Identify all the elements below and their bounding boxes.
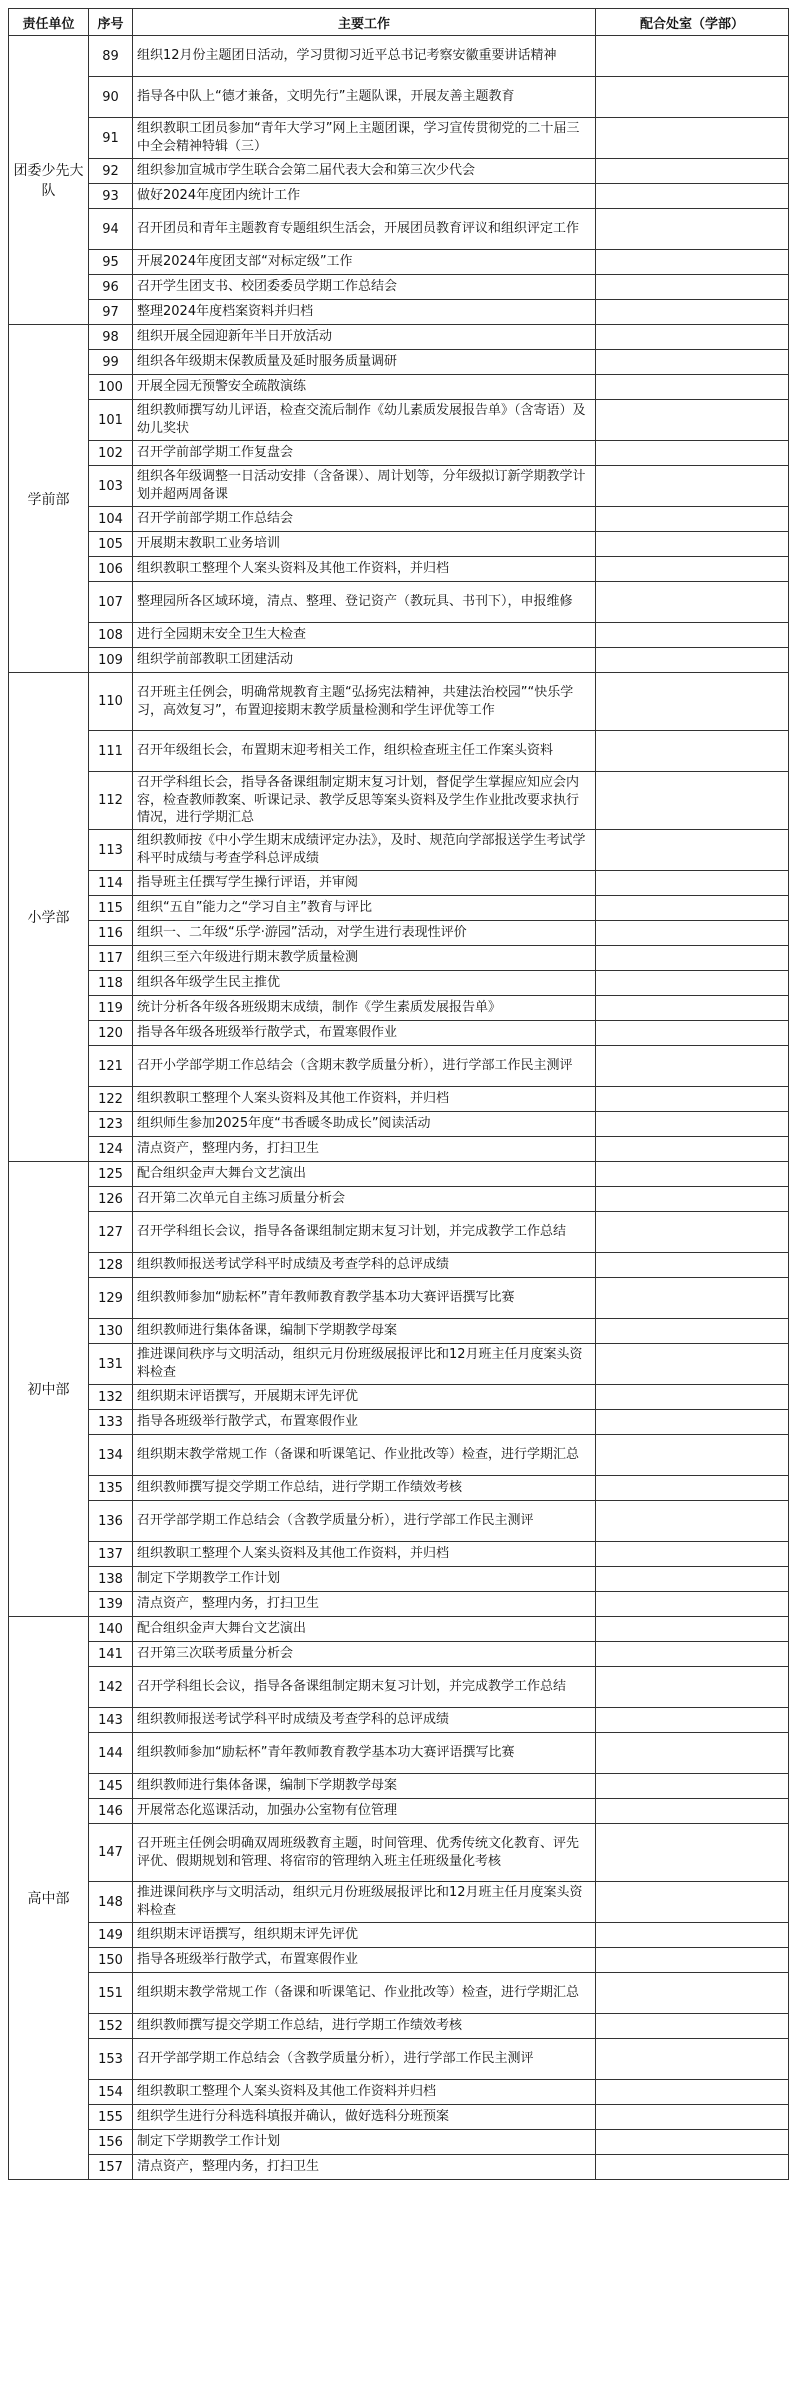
table-row: [9, 623, 789, 648]
table-row: [9, 2130, 789, 2155]
table-row: [9, 921, 789, 946]
cooperating-office-cell: [596, 1948, 789, 1973]
cooperating-office-cell: [596, 36, 789, 77]
row-number-cell: 127: [89, 1212, 133, 1253]
main-task-cell: 清点资产，整理内务，打扫卫生: [133, 1592, 596, 1617]
row-number-cell: 120: [89, 1021, 133, 1046]
table-row: [9, 1385, 789, 1410]
cooperating-office-cell: [596, 1319, 789, 1344]
table-row: [9, 1087, 789, 1112]
row-number-cell: 122: [89, 1087, 133, 1112]
main-task-cell: 开展全园无预警安全疏散演练: [133, 375, 596, 400]
work-plan-document: [8, 8, 788, 2180]
cooperating-office-cell: [596, 118, 789, 159]
row-number-cell: 143: [89, 1708, 133, 1733]
table-row: [9, 2105, 789, 2130]
row-number-cell: 124: [89, 1137, 133, 1162]
main-task-cell: 开展常态化巡课活动，加强办公室物有位管理: [133, 1799, 596, 1824]
cooperating-office-cell: [596, 1112, 789, 1137]
main-task-cell: 召开小学部学期工作总结会（含期末教学质量分析），进行学部工作民主测评: [133, 1046, 596, 1087]
row-number-cell: 145: [89, 1774, 133, 1799]
row-number-cell: 154: [89, 2080, 133, 2105]
responsible-unit-cell: 学前部: [9, 325, 89, 673]
cooperating-office-cell: [596, 1137, 789, 1162]
table-row: [9, 2039, 789, 2080]
cooperating-office-cell: [596, 1567, 789, 1592]
main-task-cell: 召开年级组长会，布置期末迎考相关工作，组织检查班主任工作案头资料: [133, 731, 596, 772]
responsible-unit-cell: 初中部: [9, 1162, 89, 1617]
table-row: [9, 1708, 789, 1733]
row-number-cell: 147: [89, 1824, 133, 1882]
row-number-cell: 137: [89, 1542, 133, 1567]
row-number-cell: 140: [89, 1617, 133, 1642]
table-row: [9, 896, 789, 921]
main-task-cell: 整理2024年度档案资料并归档: [133, 300, 596, 325]
cooperating-office-cell: [596, 1882, 789, 1923]
main-task-cell: 组织教师撰写提交学期工作总结，进行学期工作绩效考核: [133, 2014, 596, 2039]
row-number-cell: 156: [89, 2130, 133, 2155]
cooperating-office-cell: [596, 77, 789, 118]
row-number-cell: 118: [89, 971, 133, 996]
row-number-cell: 117: [89, 946, 133, 971]
row-number-cell: 149: [89, 1923, 133, 1948]
table-row: [9, 946, 789, 971]
main-task-cell: 清点资产，整理内务，打扫卫生: [133, 2155, 596, 2180]
cooperating-office-cell: [596, 1708, 789, 1733]
main-task-cell: 配合组织金声大舞台文艺演出: [133, 1162, 596, 1187]
main-task-cell: 组织学生进行分科选科填报并确认，做好选科分班预案: [133, 2105, 596, 2130]
row-number-cell: 128: [89, 1253, 133, 1278]
main-task-cell: 召开学前部学期工作总结会: [133, 507, 596, 532]
table-row: [9, 1319, 789, 1344]
row-number-cell: 93: [89, 184, 133, 209]
cooperating-office-cell: [596, 1046, 789, 1087]
cooperating-office-cell: [596, 1973, 789, 2014]
main-task-cell: 组织教职工整理个人案头资料及其他工作资料，并归档: [133, 557, 596, 582]
table-body: [9, 36, 789, 2180]
row-number-cell: 131: [89, 1344, 133, 1385]
table-row: [9, 507, 789, 532]
work-plan-table: [8, 8, 789, 2180]
cooperating-office-cell: [596, 1385, 789, 1410]
main-task-cell: 组织期末评语撰写，组织期末评先评优: [133, 1923, 596, 1948]
row-number-cell: 89: [89, 36, 133, 77]
cooperating-office-cell: [596, 772, 789, 830]
main-task-cell: 组织各年级期末保教质量及延时服务质量调研: [133, 350, 596, 375]
header-no: 序号: [89, 9, 133, 36]
row-number-cell: 141: [89, 1642, 133, 1667]
table-row: [9, 1824, 789, 1882]
cooperating-office-cell: [596, 1592, 789, 1617]
main-task-cell: 做好2024年度团内统计工作: [133, 184, 596, 209]
main-task-cell: 召开团员和青年主题教育专题组织生活会，开展团员教育评议和组织评定工作: [133, 209, 596, 250]
table-row: [9, 300, 789, 325]
row-number-cell: 104: [89, 507, 133, 532]
table-row: [9, 350, 789, 375]
table-row: [9, 772, 789, 830]
main-task-cell: 召开学科组长会议，指导各备课组制定期末复习计划，并完成教学工作总结: [133, 1667, 596, 1708]
main-task-cell: 组织教职工整理个人案头资料及其他工作资料，并归档: [133, 1087, 596, 1112]
main-task-cell: 组织教师进行集体备课，编制下学期教学母案: [133, 1774, 596, 1799]
cooperating-office-cell: [596, 971, 789, 996]
main-task-cell: 推进课间秩序与文明活动，组织元月份班级展报评比和12月班主任月度案头资料检查: [133, 1882, 596, 1923]
row-number-cell: 151: [89, 1973, 133, 2014]
cooperating-office-cell: [596, 1187, 789, 1212]
main-task-cell: 组织“五自”能力之“学习自主”教育与评比: [133, 896, 596, 921]
row-number-cell: 153: [89, 2039, 133, 2080]
table-row: [9, 2080, 789, 2105]
row-number-cell: 98: [89, 325, 133, 350]
header-task: 主要工作: [133, 9, 596, 36]
main-task-cell: 制定下学期教学工作计划: [133, 2130, 596, 2155]
row-number-cell: 105: [89, 532, 133, 557]
cooperating-office-cell: [596, 557, 789, 582]
cooperating-office-cell: [596, 1617, 789, 1642]
row-number-cell: 99: [89, 350, 133, 375]
main-task-cell: 召开学科组长会，指导各备课组制定期末复习计划，督促学生掌握应知应会内容，检查教师教案、听课记录、教学反思等案头资料及学生作业批改要求执行情况，进行学期汇总: [133, 772, 596, 830]
row-number-cell: 133: [89, 1410, 133, 1435]
table-row: [9, 1501, 789, 1542]
row-number-cell: 132: [89, 1385, 133, 1410]
main-task-cell: 召开第二次单元自主练习质量分析会: [133, 1187, 596, 1212]
row-number-cell: 106: [89, 557, 133, 582]
table-row: [9, 532, 789, 557]
table-row: [9, 1799, 789, 1824]
cooperating-office-cell: [596, 507, 789, 532]
row-number-cell: 157: [89, 2155, 133, 2180]
row-number-cell: 135: [89, 1476, 133, 1501]
cooperating-office-cell: [596, 532, 789, 557]
cooperating-office-cell: [596, 400, 789, 441]
cooperating-office-cell: [596, 1923, 789, 1948]
row-number-cell: 142: [89, 1667, 133, 1708]
cooperating-office-cell: [596, 1410, 789, 1435]
table-row: [9, 971, 789, 996]
main-task-cell: 统计分析各年级各班级期末成绩，制作《学生素质发展报告单》: [133, 996, 596, 1021]
row-number-cell: 108: [89, 623, 133, 648]
responsible-unit-cell: 团委少先大队: [9, 36, 89, 325]
row-number-cell: 144: [89, 1733, 133, 1774]
table-row: [9, 250, 789, 275]
main-task-cell: 组织各年级学生民主推优: [133, 971, 596, 996]
main-task-cell: 指导各班级举行散学式，布置寒假作业: [133, 1410, 596, 1435]
main-task-cell: 组织教师报送考试学科平时成绩及考查学科的总评成绩: [133, 1708, 596, 1733]
cooperating-office-cell: [596, 2130, 789, 2155]
main-task-cell: 召开学生团支书、校团委委员学期工作总结会: [133, 275, 596, 300]
main-task-cell: 整理园所各区域环境，清点、整理、登记资产（教玩具、书刊下），申报维修: [133, 582, 596, 623]
row-number-cell: 116: [89, 921, 133, 946]
row-number-cell: 102: [89, 441, 133, 466]
table-row: [9, 118, 789, 159]
table-row: [9, 1642, 789, 1667]
main-task-cell: 组织教师撰写幼儿评语，检查交流后制作《幼儿素质发展报告单》（含寄语）及幼儿奖状: [133, 400, 596, 441]
table-row: [9, 1112, 789, 1137]
cooperating-office-cell: [596, 275, 789, 300]
cooperating-office-cell: [596, 2039, 789, 2080]
row-number-cell: 152: [89, 2014, 133, 2039]
row-number-cell: 136: [89, 1501, 133, 1542]
table-row: [9, 209, 789, 250]
main-task-cell: 配合组织金声大舞台文艺演出: [133, 1617, 596, 1642]
header-coop: 配合处室（学部）: [596, 9, 789, 36]
cooperating-office-cell: [596, 921, 789, 946]
table-row: [9, 1187, 789, 1212]
table-row: [9, 36, 789, 77]
main-task-cell: 组织教师参加“励耘杯”青年教师教育教学基本功大赛评语撰写比赛: [133, 1278, 596, 1319]
cooperating-office-cell: [596, 250, 789, 275]
cooperating-office-cell: [596, 582, 789, 623]
cooperating-office-cell: [596, 1087, 789, 1112]
main-task-cell: 召开第三次联考质量分析会: [133, 1642, 596, 1667]
row-number-cell: 121: [89, 1046, 133, 1087]
main-task-cell: 召开学前部学期工作复盘会: [133, 441, 596, 466]
table-row: [9, 325, 789, 350]
table-row: [9, 400, 789, 441]
row-number-cell: 109: [89, 648, 133, 673]
main-task-cell: 组织三至六年级进行期末教学质量检测: [133, 946, 596, 971]
main-task-cell: 推进课间秩序与文明活动，组织元月份班级展报评比和12月班主任月度案头资料检查: [133, 1344, 596, 1385]
row-number-cell: 139: [89, 1592, 133, 1617]
main-task-cell: 进行全园期末安全卫生大检查: [133, 623, 596, 648]
header-unit: 责任单位: [9, 9, 89, 36]
table-row: [9, 1567, 789, 1592]
main-task-cell: 指导各年级各班级举行散学式，布置寒假作业: [133, 1021, 596, 1046]
row-number-cell: 90: [89, 77, 133, 118]
table-row: [9, 77, 789, 118]
table-row: [9, 1021, 789, 1046]
table-row: [9, 830, 789, 871]
cooperating-office-cell: [596, 441, 789, 466]
row-number-cell: 103: [89, 466, 133, 507]
table-row: [9, 1410, 789, 1435]
main-task-cell: 清点资产，整理内务，打扫卫生: [133, 1137, 596, 1162]
cooperating-office-cell: [596, 1278, 789, 1319]
main-task-cell: 指导各班级举行散学式，布置寒假作业: [133, 1948, 596, 1973]
main-task-cell: 制定下学期教学工作计划: [133, 1567, 596, 1592]
table-row: [9, 1774, 789, 1799]
main-task-cell: 组织教职工整理个人案头资料及其他工作资料，并归档: [133, 1542, 596, 1567]
table-row: [9, 1973, 789, 2014]
cooperating-office-cell: [596, 1212, 789, 1253]
cooperating-office-cell: [596, 996, 789, 1021]
main-task-cell: 组织教师撰写提交学期工作总结，进行学期工作绩效考核: [133, 1476, 596, 1501]
table-row: [9, 1882, 789, 1923]
row-number-cell: 150: [89, 1948, 133, 1973]
responsible-unit-cell: 高中部: [9, 1617, 89, 2180]
table-row: [9, 1592, 789, 1617]
cooperating-office-cell: [596, 1435, 789, 1476]
table-row: [9, 557, 789, 582]
table-row: [9, 1617, 789, 1642]
cooperating-office-cell: [596, 375, 789, 400]
cooperating-office-cell: [596, 1162, 789, 1187]
row-number-cell: 134: [89, 1435, 133, 1476]
cooperating-office-cell: [596, 830, 789, 871]
main-task-cell: 组织教职工团员参加“青年大学习”网上主题团课，学习宣传贯彻党的二十届三中全会精神特辑（三）: [133, 118, 596, 159]
table-row: [9, 1278, 789, 1319]
main-task-cell: 组织各年级调整一日活动安排（含备课）、周计划等，分年级拟订新学期教学计划并超两周备课: [133, 466, 596, 507]
table-row: [9, 871, 789, 896]
cooperating-office-cell: [596, 2014, 789, 2039]
main-task-cell: 组织12月份主题团日活动，学习贯彻习近平总书记考察安徽重要讲话精神: [133, 36, 596, 77]
cooperating-office-cell: [596, 648, 789, 673]
main-task-cell: 组织期末教学常规工作（备课和听课笔记、作业批改等）检查，进行学期汇总: [133, 1973, 596, 2014]
cooperating-office-cell: [596, 2105, 789, 2130]
table-row: [9, 2014, 789, 2039]
row-number-cell: 92: [89, 159, 133, 184]
table-row: [9, 1162, 789, 1187]
cooperating-office-cell: [596, 1799, 789, 1824]
cooperating-office-cell: [596, 1542, 789, 1567]
cooperating-office-cell: [596, 871, 789, 896]
row-number-cell: 119: [89, 996, 133, 1021]
cooperating-office-cell: [596, 1021, 789, 1046]
table-row: [9, 375, 789, 400]
main-task-cell: 指导各中队上“德才兼备，文明先行”主题队课，开展友善主题教育: [133, 77, 596, 118]
table-row: [9, 582, 789, 623]
row-number-cell: 138: [89, 1567, 133, 1592]
row-number-cell: 101: [89, 400, 133, 441]
row-number-cell: 114: [89, 871, 133, 896]
main-task-cell: 组织期末评语撰写，开展期末评先评优: [133, 1385, 596, 1410]
main-task-cell: 召开学科组长会议，指导各备课组制定期末复习计划，并完成教学工作总结: [133, 1212, 596, 1253]
cooperating-office-cell: [596, 209, 789, 250]
row-number-cell: 95: [89, 250, 133, 275]
main-task-cell: 组织参加宣城市学生联合会第二届代表大会和第三次少代会: [133, 159, 596, 184]
row-number-cell: 155: [89, 2105, 133, 2130]
row-number-cell: 91: [89, 118, 133, 159]
table-row: [9, 1435, 789, 1476]
table-row: [9, 1253, 789, 1278]
cooperating-office-cell: [596, 731, 789, 772]
table-row: [9, 1733, 789, 1774]
cooperating-office-cell: [596, 1253, 789, 1278]
row-number-cell: 96: [89, 275, 133, 300]
row-number-cell: 115: [89, 896, 133, 921]
table-row: [9, 1667, 789, 1708]
main-task-cell: 召开学部学期工作总结会（含教学质量分析），进行学部工作民主测评: [133, 2039, 596, 2080]
table-row: [9, 673, 789, 731]
cooperating-office-cell: [596, 896, 789, 921]
row-number-cell: 94: [89, 209, 133, 250]
main-task-cell: 组织一、二年级“乐学·游园”活动，对学生进行表现性评价: [133, 921, 596, 946]
responsible-unit-cell: 小学部: [9, 673, 89, 1162]
row-number-cell: 110: [89, 673, 133, 731]
table-row: [9, 1137, 789, 1162]
table-row: [9, 1476, 789, 1501]
row-number-cell: 97: [89, 300, 133, 325]
cooperating-office-cell: [596, 1476, 789, 1501]
row-number-cell: 112: [89, 772, 133, 830]
table-header-row: [9, 9, 789, 36]
main-task-cell: 组织教职工整理个人案头资料及其他工作资料并归档: [133, 2080, 596, 2105]
cooperating-office-cell: [596, 325, 789, 350]
row-number-cell: 129: [89, 1278, 133, 1319]
table-row: [9, 1344, 789, 1385]
table-row: [9, 184, 789, 209]
table-row: [9, 1948, 789, 1973]
table-row: [9, 159, 789, 184]
cooperating-office-cell: [596, 2155, 789, 2180]
row-number-cell: 113: [89, 830, 133, 871]
cooperating-office-cell: [596, 673, 789, 731]
row-number-cell: 125: [89, 1162, 133, 1187]
main-task-cell: 召开班主任例会，明确常规教育主题“弘扬宪法精神，共建法治校园”“快乐学习，高效复习”，布置迎接期末教学质量检测和学生评优等工作: [133, 673, 596, 731]
cooperating-office-cell: [596, 300, 789, 325]
row-number-cell: 146: [89, 1799, 133, 1824]
main-task-cell: 组织期末教学常规工作（备课和听课笔记、作业批改等）检查，进行学期汇总: [133, 1435, 596, 1476]
table-row: [9, 1046, 789, 1087]
cooperating-office-cell: [596, 2080, 789, 2105]
cooperating-office-cell: [596, 1774, 789, 1799]
cooperating-office-cell: [596, 1733, 789, 1774]
row-number-cell: 126: [89, 1187, 133, 1212]
cooperating-office-cell: [596, 159, 789, 184]
main-task-cell: 组织教师参加“励耘杯”青年教师教育教学基本功大赛评语撰写比赛: [133, 1733, 596, 1774]
cooperating-office-cell: [596, 946, 789, 971]
row-number-cell: 123: [89, 1112, 133, 1137]
main-task-cell: 开展2024年度团支部“对标定级”工作: [133, 250, 596, 275]
cooperating-office-cell: [596, 1344, 789, 1385]
table-row: [9, 648, 789, 673]
row-number-cell: 100: [89, 375, 133, 400]
cooperating-office-cell: [596, 1824, 789, 1882]
table-row: [9, 996, 789, 1021]
main-task-cell: 开展期末教职工业务培训: [133, 532, 596, 557]
main-task-cell: 召开学部学期工作总结会（含教学质量分析），进行学部工作民主测评: [133, 1501, 596, 1542]
main-task-cell: 召开班主任例会明确双周班级教育主题，时间管理、优秀传统文化教育、评先评优、假期规划和管理、将宿帘的管理纳入班主任班级量化考核: [133, 1824, 596, 1882]
main-task-cell: 组织教师按《中小学生期末成绩评定办法》，及时、规范向学部报送学生考试学科平时成绩与考查学科总评成绩: [133, 830, 596, 871]
main-task-cell: 组织教师进行集体备课，编制下学期教学母案: [133, 1319, 596, 1344]
row-number-cell: 107: [89, 582, 133, 623]
row-number-cell: 130: [89, 1319, 133, 1344]
table-row: [9, 441, 789, 466]
row-number-cell: 111: [89, 731, 133, 772]
main-task-cell: 组织学前部教职工团建活动: [133, 648, 596, 673]
cooperating-office-cell: [596, 1501, 789, 1542]
cooperating-office-cell: [596, 623, 789, 648]
main-task-cell: 指导班主任撰写学生操行评语，并审阅: [133, 871, 596, 896]
table-row: [9, 731, 789, 772]
cooperating-office-cell: [596, 466, 789, 507]
main-task-cell: 组织师生参加2025年度“书香暖冬助成长”阅读活动: [133, 1112, 596, 1137]
cooperating-office-cell: [596, 1642, 789, 1667]
table-row: [9, 1212, 789, 1253]
cooperating-office-cell: [596, 184, 789, 209]
table-row: [9, 2155, 789, 2180]
main-task-cell: 组织教师报送考试学科平时成绩及考查学科的总评成绩: [133, 1253, 596, 1278]
row-number-cell: 148: [89, 1882, 133, 1923]
table-row: [9, 275, 789, 300]
cooperating-office-cell: [596, 350, 789, 375]
main-task-cell: 组织开展全园迎新年半日开放活动: [133, 325, 596, 350]
table-row: [9, 1542, 789, 1567]
cooperating-office-cell: [596, 1667, 789, 1708]
table-row: [9, 466, 789, 507]
table-row: [9, 1923, 789, 1948]
